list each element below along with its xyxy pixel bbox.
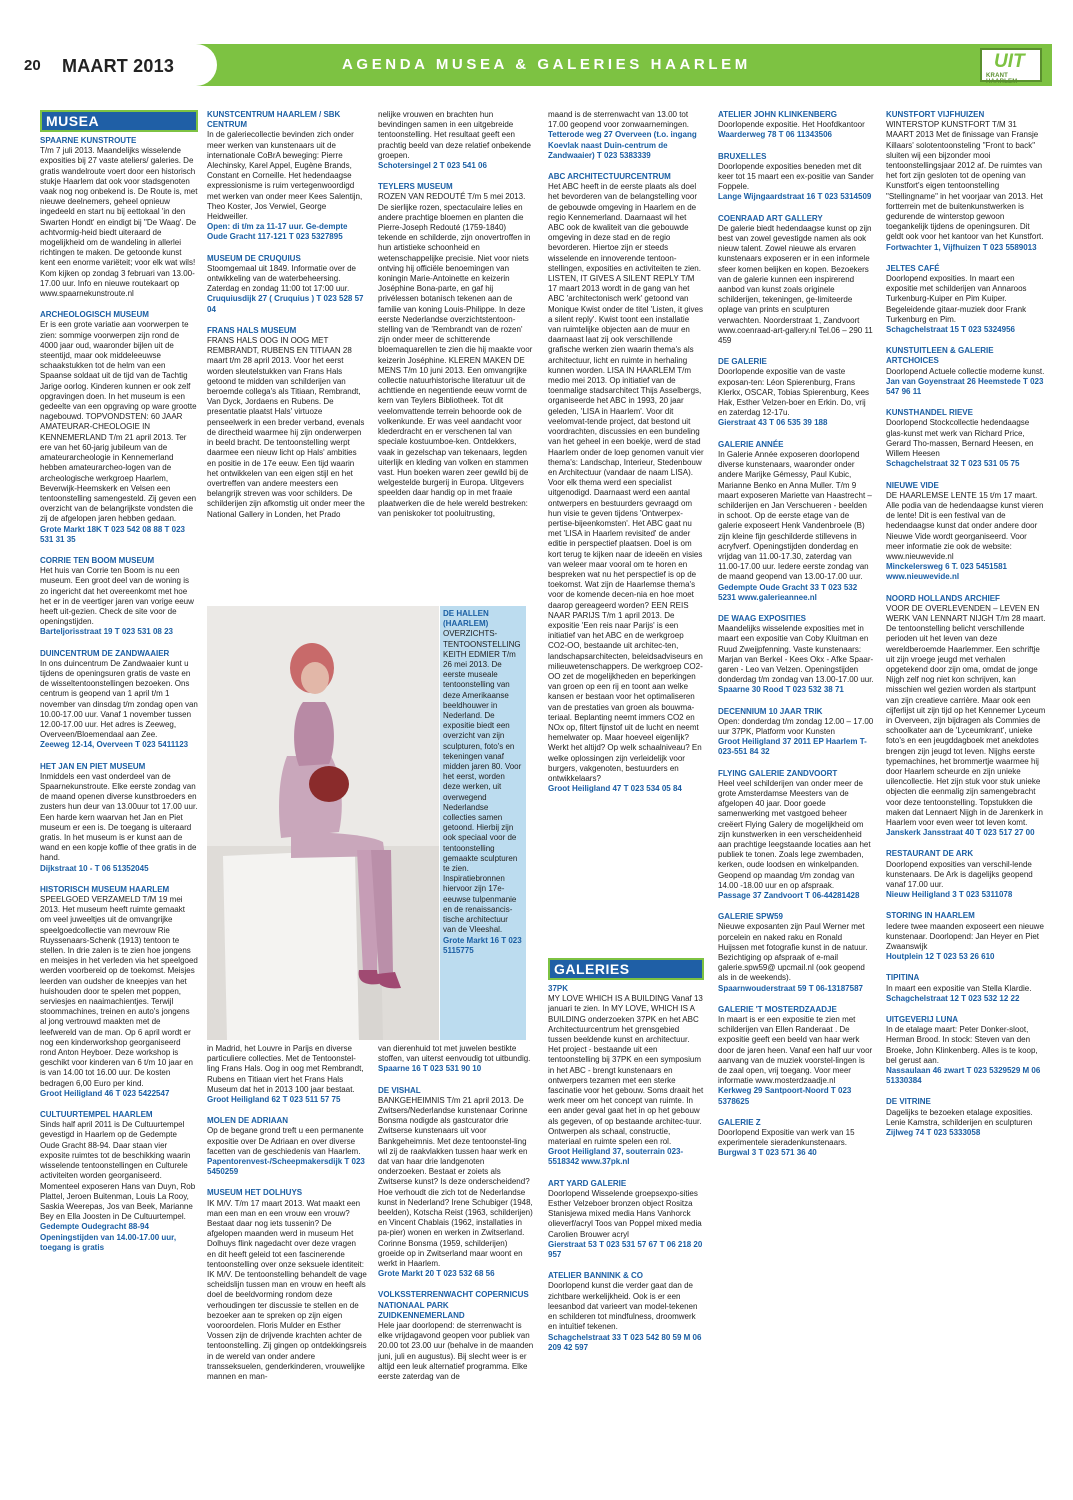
listing-address: Schagchelstraat 15 T 023 5324956 bbox=[886, 325, 1015, 335]
listing-title: GALERIE SPW59 bbox=[718, 912, 783, 922]
listing-body: WINTERSTOP KUNSTFORT T/M 31 MAART 2013 Met de finissage van Fransje Killaars' solotentoonsteling "Front to back" sluiten wij een bijzonder mooi tentoonstellingsjaar 2012 af. De ruimtes van het fort zijn gesloten tot de opening van Kunstfort's eigen tentoonstelling "Stellingname" in het voorjaar van 2013. Het fortterrein met de buitenkunstwerken is gedurende de winterstop gewoon toegankelijk tijdens de openingsuren. Dit geldt ook voor het kantoor van het Kunstfort. bbox=[886, 120, 1044, 242]
listing-title: ATELIER BANNINK & CO bbox=[548, 1271, 643, 1281]
listing-body: Het huis van Corrie ten Boom is nu een museum. Een groot deel van de woning is zo ingericht dat het overeenkomt met hoe het er in de veertiger jaren van vorige eeuw heeft uit-gezien. Check de site voor de openingstijden. bbox=[40, 566, 194, 627]
listing-title: CULTUURTEMPEL HAARLEM bbox=[40, 1110, 153, 1120]
sculpture-illustration bbox=[207, 606, 439, 1040]
listing-title: HET JAN EN PIET MUSEUM bbox=[40, 761, 146, 771]
listing-body: Dagelijks te bezoeken etalage exposities. Lenie Kamstra, schilderijen en sculpturen bbox=[886, 1107, 1033, 1127]
page-title: AGENDA MUSEA & GALERIES HAARLEM bbox=[342, 56, 751, 73]
listing-body: DE HAARLEMSE LENTE 15 t/m 17 maart. Alle podia van de hedendaagse kunst vieren de lente! Dit is een festival van de hedendaagse kunst dat onder andere door Nieuwe Vide wordt georganiseerd. Voor meer informatie zie ook de website: www.nieuwevide.nl bbox=[886, 490, 1044, 561]
listing-body: Doorlopend Expositie van werk van 15 experimentele sieradenkunstenaars. bbox=[718, 1128, 855, 1148]
listing-address: Passage 37 Zandvoort T 06-44281428 bbox=[718, 891, 860, 901]
listing-title: DECENNIUM 10 JAAR TRIK bbox=[718, 706, 823, 716]
listing-address: Dijkstraat 10 - T 06 51352045 bbox=[40, 863, 149, 873]
listing-address: Groot Heiligland 62 T 023 511 57 75 bbox=[207, 1095, 341, 1105]
listing-body: Hele jaar doorlopend: de sterrenwacht is elke vrijdagavond geopen voor publiek van 20.00 tot 23.00 uur (behalve in de maanden juni, juli en augustus). Bij slecht weer is er altijd een leuk alternatief programma. Elke eerste zaterdag van de bbox=[378, 1321, 534, 1382]
listing-title: STORING IN HAARLEM bbox=[886, 911, 975, 921]
column-3-top bbox=[378, 110, 534, 598]
uit-krant-logo bbox=[980, 48, 1042, 85]
column-5 bbox=[718, 110, 874, 1465]
listing-address: Tetterode weg 27 Overveen (t.o. ingang Koevlak naast Duin-centrum de Zandwaaier) T 023 5383339 bbox=[548, 130, 697, 160]
listing-body: Doorlopende expositie. Het Hoofdkantoor bbox=[718, 120, 865, 130]
column-4-galeries bbox=[548, 958, 704, 1463]
page-number: 20 bbox=[24, 57, 41, 74]
listing-address: Grote Markt 18K T 023 542 08 88 T 023 531 31 35 bbox=[40, 524, 185, 544]
listing-address: Gierstraat 43 T 06 535 39 188 bbox=[718, 418, 828, 428]
listing-address: Spaarnwouderstraat 59 T 06-13187587 bbox=[718, 983, 863, 993]
listing-address: Minckelersweg 6 T. 023 5451581 www.nieuwevide.nl bbox=[886, 562, 1007, 582]
listing-body: Doorlopend kunst die verder gaat dan de zichtbare werkelijkheid. Ook is er een leesanbod dat varieert van model-tekenen en schilderen tot mindfulness, droomwerk en intuïtief tekenen. bbox=[548, 1281, 698, 1332]
listing-title: MUSEUM DE CRUQUIUS bbox=[207, 253, 301, 263]
listing-address: Groot Heiligland 37 2011 EP Haarlem T-023-551 84 32 bbox=[718, 737, 867, 757]
listing-address: Groot Heiligland 46 T 023 5422547 bbox=[40, 1088, 170, 1098]
listing-title: DE VISHAL bbox=[378, 1085, 421, 1095]
listing-body: OVERZICHTS-TENTOONSTELLING KEITH EDMIER T/m 26 mei 2013. De eerste museale tentoonstelling van deze Amerikaanse beeldhouwer in Nederland. De expositie biedt een overzicht van zijn sculpturen, foto's en tekeningen vanaf midden jaren 80. Voor het eerst, worden deze werken, uit overwegend Nederlandse collecties samen getoond. Hierbij zijn ook speciaal voor de tentoonstelling gemaakte sculpturen te zien. Inspiratiebronnen hiervoor zijn 17e-eeuwse tulpenmanie en de renaissancis-tische architectuur van de Vleeshal. bbox=[443, 629, 522, 935]
listing-address: Gedempte Oudegracht 88-94 Openingstijden van 14.00-17.00 uur, toegang is gratis bbox=[40, 1222, 177, 1252]
listing-body: maand is de sterrenwacht van 13.00 tot 17.00 geopend voor zonwaarnemingen. bbox=[548, 110, 689, 130]
listing-address: Cruquiusdijk 27 ( Cruquius ) T 023 528 57 04 bbox=[207, 294, 364, 314]
listing-body: Doorlopende exposities beneden met dit keer tot 15 maart een ex-positie van Sander Foppele. bbox=[718, 161, 874, 192]
listing-title: CORRIE TEN BOOM MUSEUM bbox=[40, 555, 155, 565]
listing-address: Schagchelstraat 33 T 023 542 80 59 M 06 209 42 597 bbox=[548, 1332, 702, 1352]
listing-address: Spaarne 16 T 023 531 90 10 bbox=[378, 1064, 482, 1074]
listing-title: KUNSTFORT VIJFHUIZEN bbox=[886, 110, 985, 119]
listing-title: HISTORISCH MUSEUM HAARLEM bbox=[40, 884, 170, 894]
listing-address: Schotersingel 2 T 023 541 06 bbox=[378, 161, 487, 171]
listing-title: KUNSTHANDEL RIEVE bbox=[886, 408, 973, 418]
listing-body: FRANS HALS OOG IN OOG MET REMBRANDT, RUBENS EN TITIAAN 28 maart t/m 28 april 2013. Voor het eerst worden sleutelstukken van Frans Hals getoond te midden van schilderijen van beroemde collega's als Titiaan, Rembrandt, Van Dyck, Jordaens en Rubens. De presentatie plaatst Hals' virtuoze penseelwerk in een breder verband, evenals de directheid waarmee hij zijn onderwerpen in beeld bracht. De tentoonstelling werpt daarmee een nieuw licht op Hals' ambities en positie in de 17e eeuw. Een tijd waarin het ontwikkelen van een eigen stijl en het overtreffen van andere meesters een belangrijk streven was voor schilders. De schilderijen zijn afkomstig uit onder meer the National Gallery in Londen, het Prado bbox=[207, 336, 365, 519]
listing-body: Open: donderdag t/m zondag 12.00 – 17.00 uur 37PK, Platform voor Kunsten bbox=[718, 716, 874, 736]
listing-title: UITGEVERIJ LUNA bbox=[886, 1015, 959, 1025]
listing-title: MOLEN DE ADRIAAN bbox=[207, 1116, 289, 1126]
listing-title: ABC ARCHITECTUURCENTRUM bbox=[548, 172, 671, 182]
column-2-bottom bbox=[207, 1044, 367, 1464]
listing-body: Het ABC heeft in de eerste plaats als doel het bevorderen van de belangstelling voor de gebouwde omgeving in Haarlem en de regio Kennemerland. Daarnaast wil het ABC ook de kwaliteit van die gebouwde omgeving in deze stad en de regio bevorderen. Hiertoe zijn er steeds wisselende en innoverende tentoon-stellingen, exposities en activiteiten te zien. LISTEN, IT GIVES A SILENT REPLY T/M 17 maart 2013 wordt in de gang van het ABC 'architectonisch werk' getoond van Monique Kwist onder de titel 'Listen, it gives a silent reply'. Kwist toont een installatie van ruimtelijke objecten aan de muur en daarnaast laat zij ook verschillende grafische werken zien waarin thema's als architectuur, licht en ruimte in herhaling kunnen worden. LISA IN HAARLEM T/m medio mei 2013. Op initiatief van de toenmalige stadsarchitect Thijs Asselbergs, organiseerde het ABC in 1993, 20 jaar geleden, 'LISA in Haarlem'. Voor dit veelomvat-tende project, dat bestond uit voordrachten, discussies en een bundeling van het geheel in een boekje, werd de stad Haarlem onder de loep genomen vanuit vier thema's: Landschap, Interieur, Stedenbouw en Architectuur (vandaar de naam LISA). Voor elk thema werd een specialist uitgenodigd. Daarnaast werd een aantal ontwerpers en bestuurders gevraagd om hun visie te geven tijdens 'Ontwerpex-pertise-bijeenkomsten'. Het ABC gaat nu met 'LISA in Haarlem revisited' de ander editie in perspectief plaatsen. Doel is om kort terug te kijken naar de ideeën en visies van weleer maar vooral om te horen en bespreken wat nu het perspectief is op de toekomst. Wat zijn de Haarlemse thema's voor de komende decen-nia en hoe moet daarop gereageerd worden? EEN REIS NAAR PARIJS T/m 1 april 2013. De expositie 'Een reis naar Parijs' is een initiatief van het ABC en de werkgroep CO2-OO, bestaande uit architec-ten, landschapsarchitecten, beleidsadviseurs en milieuwetenschappers. De werkgroep CO2-OO zet de mogelijkheden en beperkingen van groen op een rij en toont aan welke kansen er bestaan voor het optimaliseren van de prestaties van groen als bouwma-teriaal. Beplanting neemt immers CO2 en NOx op, filtert fijnstof uit de lucht en neemt hemelwater op. Maar hoeveel eigenlijk? Werkt het altijd? Op welk schaalniveau? En welke oplossingen zijn verleidelijk voor burgers, vakgenoten, bestuurders en ontwikkelaars? bbox=[548, 182, 704, 783]
issue-date: MAART 2013 bbox=[62, 56, 175, 76]
listing-body: Doorlopend Wisselende groepsexpo-sities Esther Velzeboer bronzen object Rositza Stanisjewa mixed media Hans Vanhorck olieverf/acryl Toos van Poppel mixed media Carolien Brouwer acryl bbox=[548, 1188, 702, 1239]
section-heading-musea: MUSEA bbox=[40, 110, 198, 132]
listing-body: Sinds half april 2011 is De Cultuurtempel gevestigd in Haarlem op de Gedempte Oude Gracht 88-94. Daar staan vier exposite ruimtes tot de beschikking waarin wisselende tentoonstellingen en Culturele activiteiten worden georganiseerd. Momenteel exposeren Hans van Duyn, Rob Plattel, Jeroen Buitenman, Louis La Rooy, Saskia Weerepas, Jos van Beek, Marianne Bey en Ella Joosten in De Cultuurtempel. bbox=[40, 1120, 196, 1222]
listing-title: RESTAURANT DE ARK bbox=[886, 849, 974, 859]
listing-body: IK M/V. T/m 17 maart 2013. Wat maakt een man een man en een vrouw een vrouw? Bestaat daar nog iets tussenin? De afgelopen maanden werd in museum Het Dolhuys flink nagedacht over deze vragen en dit heeft geleid tot een fascinerende tentoonstelling over onze seksuele identiteit: IK M/V. De tentoonstelling behandelt de vage scheidslijn tussen man en vrouw en heeft als doel de beeldvorming rondom deze verhoudingen ter discussie te stellen en de bezoeker aan te spreken op zijn eigen vooroordelen. Floris Mulder en Esther Vossen zijn de drijvende krachten achter de tentoonstelling. Zij gingen op ontdekkingsreis in de wereld van onder andere transseksuelen, genderkinderen, vrouwelijke mannen en man- bbox=[207, 1198, 367, 1382]
listing-address: Fortwachter 1, Vijfhuizen T 023 5589013 bbox=[886, 242, 1037, 252]
listing-body: MY LOVE WHICH IS A BUILDING Vanaf 13 januari te zien. In MY LOVE, WHICH IS A BUILDING onderzoeken 37PK en het ABC Architectuurcentrum het grensgebied tussen beeldende kunst en architectuur. Het project - bestaande uit een tentoonstelling bij 37PK en een symposium in het ABC - brengt kunstenaars en ontwerpers tezamen met een sterke fascinatie voor het gebouw. Soms draait het werk meer om het concept van ruimte. In een ander geval gaat het in op het gebouw als gegeven, of op bestaande architec-tuur. Ontwerpen als schaal, constructie, materiaal en ruimte spelen een rol. bbox=[548, 994, 704, 1147]
listing-address: Gierstraat 53 T 023 531 57 67 T 06 218 20 957 bbox=[548, 1239, 703, 1260]
listing-body: Iedere twee maanden exposeert een nieuwe kunstenaar. Doorlopend: Jan Heyer en Piet Zwaanswijk bbox=[886, 921, 1044, 952]
logo-sub-text: KRANT HAARLEM bbox=[986, 73, 1018, 85]
listing-title: ATELIER JOHN KLINKENBERG bbox=[718, 110, 837, 119]
column-1 bbox=[40, 110, 198, 1470]
listing-address: Burgwal 3 T 023 571 36 40 bbox=[718, 1148, 817, 1158]
column-3-bottom bbox=[378, 1044, 534, 1464]
listing-body: In de etalage maart: Peter Donker-sloot, Herman Brood. In stock: Steven van den Broeke, John Klinkenberg. Alles is te koop, bel gerust aan. bbox=[886, 1025, 1038, 1065]
listing-body: Doorlopend Stockcollectie hedendaagse glas-kunst met werk van Richard Price, Gerard Tho-massen, Bernard Heesen, en Willem Heesen bbox=[886, 418, 1034, 459]
listing-title: COENRAAD ART GALLERY bbox=[718, 213, 823, 223]
column-2-top bbox=[207, 110, 367, 598]
listing-address: Schagchelstraat 12 T 023 532 12 22 bbox=[886, 993, 1020, 1003]
listing-address: Open: di t/m za 11-17 uur. Ge-dempte Oude Gracht 117-121 T 023 5327895 bbox=[207, 222, 348, 242]
listing-body: SPEELGOED VERZAMELD T/M 19 mei 2013. Het museum heeft ruimte gemaakt om veel juweeltjes uit de omvangrijke speelgoedcollectie van mevrouw Rie Ruyssenaars-Schenk (1913) tentoon te stellen. In drie zalen is te zien hoe jongens en meisjes in het verleden via het speelgoed werden voorbereid op de toekomst. Meisjes leerden van oudsher de kneepjes van het huishouden door te spelen met poppen, serviesjes en naaimachientjes. Terwijl stoommachines, treinen en auto's jongens al jong vertrouwd maakten met de leefwereld van de man. Op 6 april wordt er nog een kinderworkshop georganiseerd rond Anton Heyboer. Deze workshop is geschikt voor kinderen van 6 t/m 10 jaar en is van 14.00 tot 16.00 uur. De kosten bedragen 6,00 Euro per kind. bbox=[40, 895, 198, 1088]
listing-body: in Madrid, het Louvre in Parijs en diverse particuliere collecties. Met de Tentoonstel-ling Frans Hals. Oog in oog met Rembrandt, Rubens en Titiaan viert het Frans Hals Museum dat het in 2013 100 jaar bestaat. bbox=[207, 1044, 364, 1094]
listing-address: Groot Heiligland 37, souterrain 023-5518342 www.37pk.nl bbox=[548, 1147, 684, 1167]
listing-title: FLYING GALERIE ZANDVOORT bbox=[718, 768, 838, 778]
listing-body: In Galerie Année exposeren doorlopend diverse kunstenaars, waaronder onder andere Marijke Gémessy, Paul Kubic, Marianne Benko en Anna Muller. T/m 9 maart exposeren Mariette van Haastrecht – schilderijen en Jan Verschueren - beelden in schoot. Op de eerste etage van de galerie exposeert Henk Vandenbroele (B) zijn kleine fijn geschilderde stillevens in acryfverf. Openingstijden donderdag en vrijdag van 11.00-17.30, zaterdag van 11.00-17.00 uur. Iedere eerste zondag van de maand geopend van 13.00-17.00 uur. bbox=[718, 449, 872, 582]
listing-title: DE VITRINE bbox=[886, 1097, 931, 1107]
listing-title: KUNSTCENTRUM HAARLEM / SBK CENTRUM bbox=[207, 110, 341, 130]
listing-address: Jan van Goyenstraat 26 Heemstede T 023 547 96 11 bbox=[886, 376, 1044, 397]
listing-body: Doorlopend exposities van verschil-lende kunstenaars. De Ark is dagelijks geopend vanaf 17.00 uur. bbox=[886, 859, 1033, 890]
listing-body: ROZEN VAN REDOUTÉ T/m 5 mei 2013. De sierlijke rozen, spectaculaire lelies en andere prachtige bloemen en planten die Pierre-Joseph Redouté (1759-1840) tekende en schilderde, zijn onovertroffen in hun artistieke schoonheid en wetenschappelijke precisie. Niet voor niets ontving hij officiële benoemingen van koningin Marie-Antoinette en keizerin Joséphine Bona-parte, en gaf hij privélessen botanisch tekenen aan de familie van koning Louis-Philippe. In deze eerste Nederlandse overzichtstentoon-stelling van de 'Rembrandt van de rozen' zijn onder meer de schitterende bloemaquarellen te zien die hij maakte voor keizerin Joséphine. KLEREN MAKEN DE MENS T/m 10 juni 2013. Een omvangrijke collectie natuurhistorische literatuur uit de achttiende en negentiende eeuw vormt de kern van Teylers Bibliotheek. Tot dit veelomvattende terrein behoorde ook de volkenkunde. Er was veel aandacht voor klederdracht en er verschenen tal van speciale kostuumboe-ken. Ontdekkers, vaak in gezelschap van tekenaars, legden uiterlijk en kleding van volken en stammen vast. Hun boeken waren zeer gewild bij de welgestelde burgerij in Europa. Uitgevers speelden daar handig op in met fraaie plaatwerken die de hele wereld bestreken: van peniskoker tot pooluitrusting, bbox=[378, 192, 533, 518]
listing-address: Zijlweg 74 T 023 5333058 bbox=[886, 1128, 981, 1138]
listing-body: Doorlopend exposities. In maart een expositie met schilderijen van Annaroos Turkenburg-Kuiper en Pim Kuiper. Begeleidende gitaar-muziek door Frank Turkenburg en Pim. bbox=[886, 274, 1027, 324]
section-heading-galeries: GALERIES bbox=[548, 958, 704, 980]
listing-body: De galerie biedt hedendaagse kunst op zijn best van zowel gevestigde namen als ook nieuw talent. Zowel nieuwe als ervaren kunstenaars exposeren er in een informele sfeer komen belijken en kopen. Bezoekers van de galerie kunnen een inspirerend aanbod van kunst zoals originele schilderijen, tekeningen, ge-limiteerde oplage van prints en sculpturen verwachten. Noorderstraat 1, Zandvoort www.coenraad-art-gallery.nl Tel.06 – 290 11 459 bbox=[718, 223, 873, 346]
listing-address: Gedempte Oude Gracht 33 T 023 532 5231 www.galerieannee.nl bbox=[718, 582, 858, 602]
column-4 bbox=[548, 110, 704, 955]
listing-title: BRUXELLES bbox=[718, 151, 767, 161]
listing-title: TIPITINA bbox=[886, 973, 920, 983]
listing-body: Heel veel schilderijen van onder meer de grote Amsterdamse Meesters van de afgelopen 40 jaar. Door goede samenwerking met vastgoed beheer creëert Flying Galery de mogelijkheid om zijn kunstwerken in een verscheidenheid aan prachtige leegstaande locaties aan het publiek te tonen. Zoals lege zwembaden, kerken, oude loodsen en winkelpanden. Geopend op maandag t/m zondag van 14.00 -18.00 uur en op afspraak. bbox=[718, 778, 871, 890]
listing-address: Zeeweg 12-14, Overveen T 023 5411123 bbox=[40, 740, 189, 750]
listing-title: VOLKSSTERRENWACHT COPERNICUS NATIONAAL PARK ZUIDKENNEMERLAND bbox=[378, 1290, 529, 1320]
listing-address: Houtplein 12 T 023 53 26 610 bbox=[886, 952, 995, 962]
listing-body: T/m 7 juli 2013. Maandelijks wisselende exposities bij 27 vaste ateliers/ galeries. De gratis wandelroute voert door een historisch stukje Haarlem dat ook voor stadsgenoten vaak nog nog onbekend is. De Route is, met nieuwe deelnemers, geheel opnieuw ingedeeld en start nu bij eettokaal 'in den Swarten Hondt' en eindigt bij ''De Waag'. De achtvormig-heid biedt uiteraard de mogelijkheid om de wandeling in allerlei richtingen te maken. De getoonde kunst kent een enorme variëteit; voor elk wat wils! Kom kijken op zondag 3 februari van 13.00-17.00 uur. Info en nieuwe routekaart op www.spaarnekunstroute.nl bbox=[40, 146, 198, 299]
listing-title: TEYLERS MUSEUM bbox=[378, 182, 453, 192]
listing-address: Groot Heiligland 47 T 023 534 05 84 bbox=[548, 784, 682, 794]
listing-body: In maart een expositie van Stella Klardie. bbox=[886, 983, 1032, 993]
listing-body: Doorlopende expositie van de vaste exposan-ten: Léon Spierenburg, Frans Klerkx, OSCAR, Tobias Spierenburg, Kees Hak, Esther Velzen-boer en Erkin. Do, vrij en zaterdag 12-17u. bbox=[718, 367, 870, 418]
sculpture-photo bbox=[207, 606, 439, 1040]
listing-title: ARCHEOLOGISCH MUSEUM bbox=[40, 310, 149, 320]
listing-address: Papentorenvest-/Scheepmakersdijk T 023 5450259 bbox=[207, 1157, 365, 1177]
listing-title: GALERIE 'T MOSTERDZAADJE bbox=[718, 1004, 837, 1014]
listing-body: Er is een grote variatie aan voorwerpen te zien: sommige voorwerpen zijn rond de 4000 jaar oud, waaronder bijlen uit de steentijd, maar ook middeleeuwse schaakstukken tot de helm van een Spaanse soldaat uit de tijd van de Tachtig Jarige oorlog. Kinderen kunnen er ook zelf opgravingen doen. In het museum is een gedeelte van een opgraving op ware grootte nagebouwd. TOPVONDSTEN: 60 JAAR AMATEURAR-CHEOLOGIE IN KENNEMERLAND T/m 21 april 2013. Ter ere van het 60-jarig jubileum van de amateurarcheologie in Kennemerland hebben amateurarcheo-logen van de archeologische werkgroep Haarlem, Beverwijk-Heemskerk en Velsen een tentoonstelling samengesteld. Zij geven een overzicht van de belangrijkste vondsten die zij de afgelopen jaren hebben gedaan. bbox=[40, 320, 197, 524]
listing-address: Nassaulaan 46 zwart T 023 5329529 M 06 51330384 bbox=[886, 1066, 1041, 1086]
listing-body: Inmiddels een vast onderdeel van de Spaarnekunstroute. Elke eerste zondag van de maand openen diverse kunstbroeders en zusters hun deur van 13.00uur tot 17.00 uur. Een harde kern waarvan het Jan en Piet museum er een is. De toegang is uiteraard gratis. In het museum is er kunst aan de wand en een kopje koffie of thee gratis in de hand. bbox=[40, 771, 198, 863]
listing-address: Janskerk Jansstraat 40 T 023 517 27 00 bbox=[886, 828, 1035, 838]
listing-body: nelijke vrouwen en brachten hun bevindingen samen in een uitgebreide tentoonstelling. Het resultaat geeft een prachtig beeld van deze relatief onbekende groepen. bbox=[378, 110, 531, 160]
listing-body: In ons duincentrum De Zandwaaier kunt u tijdens de openingsuren gratis de vaste en de wisseltentoonstellingen bezoeken. Ons centrum is geopend van 1 april t/m 1 november van dinsdag t/m zondag open van 10.00-17.00 uur. Vanaf 1 november tussen 12.00-17.00 uur. Het adres is Zeeweg, Overveen/Bloemendaal aan Zee. bbox=[40, 658, 198, 740]
listing-body: BANKGEHEIMNIS T/m 21 april 2013. De Zwitsers/Nederlandse kunstenaar Corinne Bonsma nodigde als gastcurator drie Zwitserse kunstenaars uit voor Bankgeheimnis. Met deze tentoonstel-ling wil zij de raakvlakken tussen haar werk en dat van haar drie landgenoten onderzoeken. Bestaat er zoiets als Zwitserse kunst? Is deze onderscheidend? Hoe verhoudt die zich tot de Nederlandse kunst in Nederland? Irene Schubiger (1948, beelden), Kotscha Reist (1963, schilderijen) en Vincent Chablais (1962, installaties in pa-pier) wonen en werken in Zwitserland. Corinne Bonsma (1959, schilderijen) groeide op in Zwitserland maar woont en werkt in Haarlem. bbox=[378, 1095, 533, 1269]
listing-body: In maart is er een expositie te zien met schilderijen van Ellen Randeraat . De expositie geeft een beeld van haar werk door de jaren heen. Vanaf een half uur voor aanvang van de muziek voorstel-lingen is de zaal open, vrij toegang. Voor meer informatie www.mosterdzaadje.nl bbox=[718, 1015, 873, 1086]
listing-title: GALERIE Z bbox=[718, 1117, 761, 1127]
listing-title: DE WAAG EXPOSITIES bbox=[718, 613, 807, 623]
listing-address: Nieuw Heiligland 3 T 023 5311078 bbox=[886, 890, 1013, 900]
listing-body: In de galeriecollectie bevinden zich onder meer werken van kunstenaars uit de internationale CoBrA beweging: Pierre Alechinsky, Karel Appel, Eugène Brands, Constant en Corneille. Het hedendaagse expressionisme is ruim vertegenwoordigd met werken van onder meer Kees Salentijn, Theo Koster, Jos Verwiel, George Heidweiller. bbox=[207, 130, 363, 222]
listing-body: Op de begane grond treft u een permanente expositie over De Adriaan en over diverse facetten van de geschiedenis van Haarlem. bbox=[207, 1126, 364, 1156]
listing-title: DE HALLEN (HAARLEM) bbox=[443, 609, 489, 629]
listing-address: Grote Markt 16 T 023 5115775 bbox=[443, 935, 522, 955]
de-hallen-caption-box bbox=[440, 606, 526, 1040]
listing-address: Spaarne 30 Rood T 023 532 38 71 bbox=[718, 685, 844, 695]
listing-body: VOOR DE OVERLEVENDEN – LEVEN EN WERK VAN LENNART NIJGH T/m 28 maart. De tentoonstelling belicht verschillende perioden uit het leven van deze wereldberoemde Haarlemmer. Een schriftje uit zijn vroege jeugd met verhalen opgetekend door zijn oma, omdat de jonge Nijgh zelf nog niet kon schrijven, kan misschien wel gezien worden als startpunt van zijn creatieve carrière. Maar ook een cijferlijst uit zijn tijd op het Kennemer Lyceum in Overveen, zijn bijdragen als Commies de schoolkater aan de 'Lyceumkrant', unieke foto's en een jeugddagboek met anekdotes brengen zijn jeugd tot leven. Nijghs eerste typemachines, het brommertje waarmee hij door Haarlem scheurde en zijn unieke uilencollectie. Het zijn stuk voor stuk unieke objecten die eenmalig zijn samengebracht voor deze tentoonstelling. Topstukken die maken dat Lennaert Nijgh in de Jarenkerk in Haarlem voor even weer tot leven komt. bbox=[886, 603, 1046, 827]
listing-address: Grote Markt 20 T 023 532 68 56 bbox=[378, 1269, 495, 1279]
listing-title: MUSEUM HET DOLHUYS bbox=[207, 1188, 303, 1198]
listing-title: FRANS HALS MUSEUM bbox=[207, 325, 297, 335]
listing-title: DE GALERIE bbox=[718, 357, 767, 367]
listing-address: Kerkweg 29 Santpoort-Noord T 023 5378625 bbox=[718, 1086, 852, 1106]
listing-body: Nieuwe exposanten zijn Paul Werner met porcelein en naked raku en Ronald Huijssen met fotografie kunst in de natuur. Bezichtiging op afspraak of e-mail galerie.spw59@ upcmail.nl (ook geopend als in de weekends). bbox=[718, 922, 868, 983]
listing-title: DUINCENTRUM DE ZANDWAAIER bbox=[40, 648, 170, 658]
page-header bbox=[22, 44, 1052, 86]
column-6 bbox=[886, 110, 1046, 1465]
listing-address: Barteljorisstraat 19 T 023 531 08 23 bbox=[40, 627, 173, 637]
listing-title: GALERIE ANNÉE bbox=[718, 439, 784, 449]
listing-address: Lange Wijngaardstraat 16 T 023 5314509 bbox=[718, 192, 872, 202]
listing-title: KUNSTUITLEEN & GALERIE ARTCHOICES bbox=[886, 346, 994, 366]
listing-title: JELTES CAFÉ bbox=[886, 263, 940, 273]
listing-body: Doorlopend Actuele collectie moderne kunst. bbox=[886, 366, 1045, 376]
logo-main-text: UIT bbox=[994, 51, 1025, 72]
listing-body: Maandelijks wisselende exposities met in maart een expositie van Coby Kluitman en Ruud Zweijpfenning. Vaste kunstenaars: Marjan van Berkel - Kees Okx - Afke Spaar-garen - Leo van Velzen. Openingstijden donderdag t/m zondag van 13.00-17.00 uur. bbox=[718, 624, 874, 685]
listing-body: Stoomgemaal uit 1849. Informatie over de ontwikkeling van de waterbeheersing. Zaterdag en zondag 11:00 tot 17:00 uur. bbox=[207, 263, 356, 294]
listing-title: SPAARNE KUNSTROUTE bbox=[40, 136, 137, 145]
listing-address: Waarderweg 78 T 06 11343506 bbox=[718, 130, 832, 140]
listing-title: NIEUWE VIDE bbox=[886, 480, 939, 490]
listing-title: ART YARD GALERIE bbox=[548, 1178, 627, 1188]
listing-address: Schagchelstraat 32 T 023 531 05 75 bbox=[886, 459, 1020, 469]
listing-title: NOORD HOLLANDS ARCHIEF bbox=[886, 593, 1000, 603]
listing-body: van dierenhuid tot met juwelen bestikte stoffen, van uiterst eenvoudig tot uitbundig. bbox=[378, 1044, 531, 1064]
listing-title: 37PK bbox=[548, 984, 569, 993]
